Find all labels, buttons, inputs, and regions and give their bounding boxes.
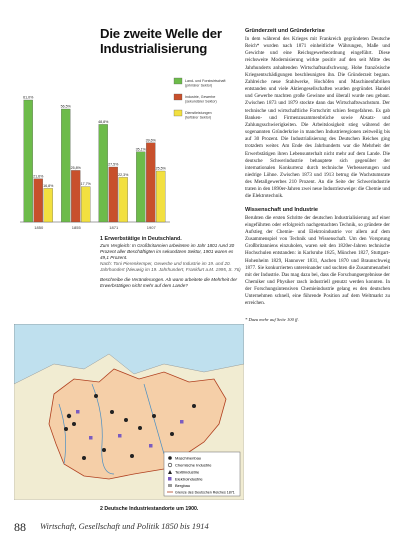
bar-value-label: 39,6% — [145, 138, 156, 143]
x-tick-label: 1855 — [71, 225, 81, 230]
legend-swatch — [174, 78, 182, 84]
map-marker — [64, 427, 68, 431]
legend-hatch-icon — [168, 484, 172, 487]
paragraph-gruenderzeit: In dem während des Krieges mit Frankreich gegründeten Deutsche Reich* wurden nach 1871 einheitliche Währungen, Maße und Gewichte und eine Reichsgewerbeordnung eingeführt. Diese reichsweite Modernisierung wirkte positiv auf den seit Mitte des Jahrhunderts anhaltenden Wirtschaftsaufschwung. Hohe französische Kriegsentschädigungen beschleunigten ihn. Die Gründerzeit begann. Zahlreiche neue Stahlwerke, Hochöfen und Maschinenfabriken entstanden und viele Aktiengesellschaften wurden gegründet. Handel und Gewerbe machten große Gewinne und überall wurde neu gebaut. Zwischen 1873 und 1879 stockte dann das Wirtschaftswachstum. Der technische und wirtschaftliche Fortschritt schien festgefahren. Es gab Banken- und Firmenzusammenbrüche sowie Absatz- und Zahlungsschwierigkeiten. Die Arbeitslosigkeit stieg während der sogenannten Gründerkrise in manchen Industrieregionen zeitweilig bis auf 30 Prozent. Die Industrialisierung des Deutschen Reiches ging trotzdem weiter. Am Ende des Jahrhunderts war die Mehrheit der Erwerbstätigen ihren Lebensunterhalt nicht mehr auf dem Lande. Die deutsche Schwerindustrie behauptete sich gegenüber der internationalen Konkurrenz durch technische Verbesserungen und niedrige Löhne. Zwischen 1873 und 1913 betrug die Wachstumsrate des Metallgewerbes 210 Prozent. An die Seite der Schwerindustrie traten in den 1890er-Jahren zwei neue Industriezweige: die Chemie und die Elektrotechnik. — [245, 36, 390, 200]
bar-value-label: 61,0% — [23, 95, 34, 100]
x-tick-label: 1871 — [109, 225, 119, 230]
legend-label-1: Chemische Industrie — [175, 462, 212, 468]
section-heading-wissenschaft: Wissenschaft und Industrie — [245, 206, 318, 213]
figure-1-source: Nach: Toni Pierenkemper, Gewerbe und Industrie im 19. und 20. Jahrhundert (Nieuwig im 19. Jahrhundert, Frankfurt a.M. 1995, S. 76) — [100, 261, 241, 272]
page-title — [100, 26, 250, 56]
map-marker — [76, 410, 80, 414]
legend-swatch — [174, 94, 182, 100]
map-marker — [94, 394, 98, 398]
bar-value-label: 48,8% — [98, 119, 109, 124]
map-marker — [152, 414, 156, 418]
bar — [24, 100, 33, 222]
map-marker — [82, 456, 86, 460]
industry-map — [14, 324, 244, 500]
map-marker — [67, 414, 71, 418]
bar — [146, 143, 155, 222]
figure-2-caption: 2 Deutsche Industriestandorte um 1900. — [100, 506, 199, 512]
bar — [61, 109, 70, 222]
bar — [109, 167, 118, 222]
legend-label-3: Elektroindustrie — [175, 476, 203, 482]
legend-label-4: Bergbau — [175, 483, 191, 488]
page-title-line2: Industrialisierung — [100, 41, 208, 56]
chart-svg — [14, 74, 244, 234]
map-marker — [180, 420, 184, 424]
map-marker — [102, 448, 106, 452]
map-marker — [138, 426, 142, 430]
bar-value-label: 16,8% — [43, 183, 54, 188]
legend-label-2: Textilindustrie — [175, 469, 200, 475]
legend-label-5: Grenze des Deutschen Reiches 1871 — [175, 490, 235, 495]
map-marker — [124, 418, 128, 422]
legend-entry: Land- und Forstwirtschaft (primärer Sektor) — [185, 79, 226, 88]
bar-value-label: 25,5% — [155, 166, 166, 171]
map-marker — [72, 422, 76, 426]
bar — [81, 187, 90, 222]
bar-value-label: 21,6% — [33, 174, 44, 179]
map-marker — [118, 434, 122, 438]
paragraph-wissenschaft: Beruhten die ersten Schritte der deutschen Industrialisierung auf einer eingeführten oder erfolgreich nachgemachten Technik, so gründete der Aufstieg der Chemie- und Elektroindustrie vor allem auf dem Zusammenspiel von Technik und Wissenschaft. Um den Vorsprung Großbritanniens einzuholen, waren seit den 1820er-Jahren technische Hochschulen entstanden: in Karlsruhe 1825, München 1827, Stuttgart-Hohenheim 1829, Hannover 1831, Aachen 1870 und Braunschweig 1877. Sie konkurrierten untereinander und suchten die Zusammenarbeit mit der Industrie. Das mag dazu bei, dass die Forschungsergebnisse der Chemiker und Physiker rasch industriell genutzt werden konnten. In der Forschungsintensiven Chemieindustrie gelang es den deutschen Unternehmen schnell, eine führende Position auf dem Weltmarkt zu erreichen. — [245, 214, 390, 307]
map-marker — [170, 432, 174, 436]
legend-entry: Industrie, Gewerbe (sekundärer Sektor) — [185, 95, 217, 104]
page-number: 88 — [14, 520, 26, 534]
legend-entry: Dienstleistungen (tertiärer Sektor) — [185, 111, 212, 120]
section-heading-gruenderzeit: Gründerzeit und Gründerkrise — [245, 28, 325, 34]
bar-value-label: 17,7% — [80, 182, 91, 187]
bar-value-label: 27,5% — [108, 162, 119, 167]
legend-circle-icon — [168, 456, 172, 460]
bar — [71, 170, 80, 222]
bar-value-label: 25,8% — [70, 165, 81, 170]
chapter-title: Wirtschaft, Gesellschaft und Politik 1850 bis 1914 — [40, 522, 209, 531]
legend-square-icon — [168, 477, 172, 481]
bar — [156, 171, 165, 222]
map-svg — [14, 324, 244, 500]
bar — [99, 124, 108, 222]
legend-label-0: Maschinenbau — [175, 455, 202, 461]
bar-value-label: 22,3% — [118, 172, 129, 177]
map-marker — [192, 404, 196, 408]
bar — [44, 188, 53, 222]
employment-bar-chart — [14, 74, 244, 234]
map-marker — [149, 444, 153, 448]
map-marker — [130, 454, 134, 458]
map-marker — [89, 436, 93, 440]
figure-1-task: Beschreibe die Veränderungen. Ab wann arbeitete die Mehrheit der Erwerbstätigen nicht mehr auf dem Lande? — [100, 277, 238, 288]
main-text-column — [245, 28, 390, 323]
x-tick-label: 1850 — [34, 225, 44, 230]
bar-value-label: 35,1% — [135, 147, 146, 152]
page-footer — [14, 520, 394, 536]
x-tick-label: 1907 — [146, 225, 156, 230]
legend-swatch — [174, 110, 182, 116]
map-legend — [164, 452, 240, 496]
bar — [119, 177, 128, 222]
map-marker — [110, 410, 114, 414]
figure-1-caption — [100, 236, 243, 289]
bar-value-label: 56,5% — [60, 104, 71, 109]
bar — [136, 152, 145, 222]
bar — [34, 179, 43, 222]
figure-1-heading: 1 Erwerbstätige in Deutschland. — [100, 236, 182, 242]
page-title-line1: Die zweite Welle der — [100, 26, 222, 41]
figure-1-text: Zum Vergleich: In Großbritannien arbeiteten im Jahr 1801 rund 30 Prozent aller Beschäftigten im sekundären Sektor, 1901 waren es 49,1 Prozent. — [100, 243, 235, 260]
footnote: * Dazu mehr auf Seite 100 ff. — [245, 316, 299, 322]
